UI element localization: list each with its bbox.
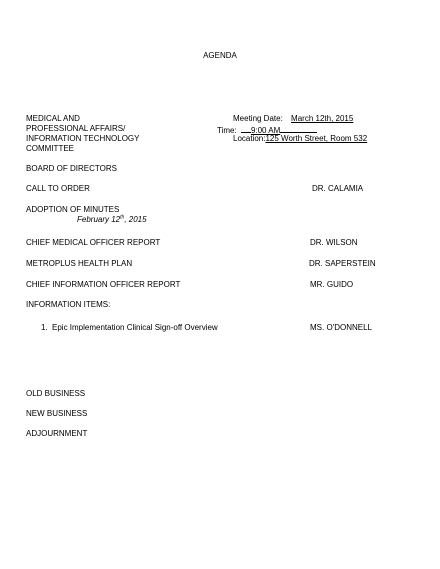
presenter-cio-report: MR. GUIDO bbox=[310, 280, 354, 289]
item-adoption-of-minutes: ADOPTION OF MINUTES bbox=[26, 205, 120, 214]
agenda-title: AGENDA bbox=[203, 51, 237, 60]
item-new-business: NEW BUSINESS bbox=[26, 409, 88, 418]
meeting-time-label: Time: bbox=[217, 126, 237, 135]
committee-line-2: PROFESSIONAL AFFAIRS/ bbox=[26, 124, 126, 133]
adoption-date bbox=[77, 215, 147, 225]
committee-line-3: INFORMATION TECHNOLOGY bbox=[26, 134, 140, 143]
adoption-date-year: , 2015 bbox=[124, 215, 147, 224]
time-blank-line bbox=[241, 124, 251, 133]
meeting-date-row bbox=[233, 114, 354, 124]
meeting-location-label: Location: bbox=[233, 134, 266, 143]
item-information-items: INFORMATION ITEMS: bbox=[26, 300, 111, 309]
presenter-epic: MS. O'DONNELL bbox=[310, 323, 372, 332]
presenter-metroplus: DR. SAPERSTEIN bbox=[309, 259, 376, 268]
presenter-cmo-report: DR. WILSON bbox=[310, 238, 358, 247]
adoption-date-month: February 12 bbox=[77, 215, 121, 224]
meeting-location-value: 125 Worth Street, Room 532 bbox=[265, 134, 368, 143]
committee-line-1: MEDICAL AND bbox=[26, 114, 80, 123]
item-old-business: OLD BUSINESS bbox=[26, 389, 86, 398]
committee-line-4: COMMITTEE bbox=[26, 144, 74, 153]
presenter-call-to-order: DR. CALAMIA bbox=[312, 184, 364, 193]
adoption-date-suffix: th bbox=[120, 214, 125, 221]
meeting-date-value: March 12th, 2015 bbox=[291, 114, 354, 123]
item-cio-report: CHIEF INFORMATION OFFICER REPORT bbox=[26, 280, 181, 289]
item-call-to-order: CALL TO ORDER bbox=[26, 184, 90, 193]
time-blank-line-trailing bbox=[280, 124, 317, 133]
board-of-directors: BOARD OF DIRECTORS bbox=[26, 164, 117, 173]
meeting-time-value: 9:00 AM bbox=[250, 126, 281, 135]
item-epic: Epic Implementation Clinical Sign-off Overview bbox=[52, 323, 218, 332]
item-adjournment: ADJOURNMENT bbox=[26, 429, 88, 438]
meeting-date-label: Meeting Date: bbox=[233, 114, 283, 123]
meeting-location-row bbox=[233, 134, 367, 144]
item-cmo-report: CHIEF MEDICAL OFFICER REPORT bbox=[26, 238, 161, 247]
item-epic-number: 1. bbox=[41, 323, 48, 332]
item-metroplus: METROPLUS HEALTH PLAN bbox=[26, 259, 133, 268]
